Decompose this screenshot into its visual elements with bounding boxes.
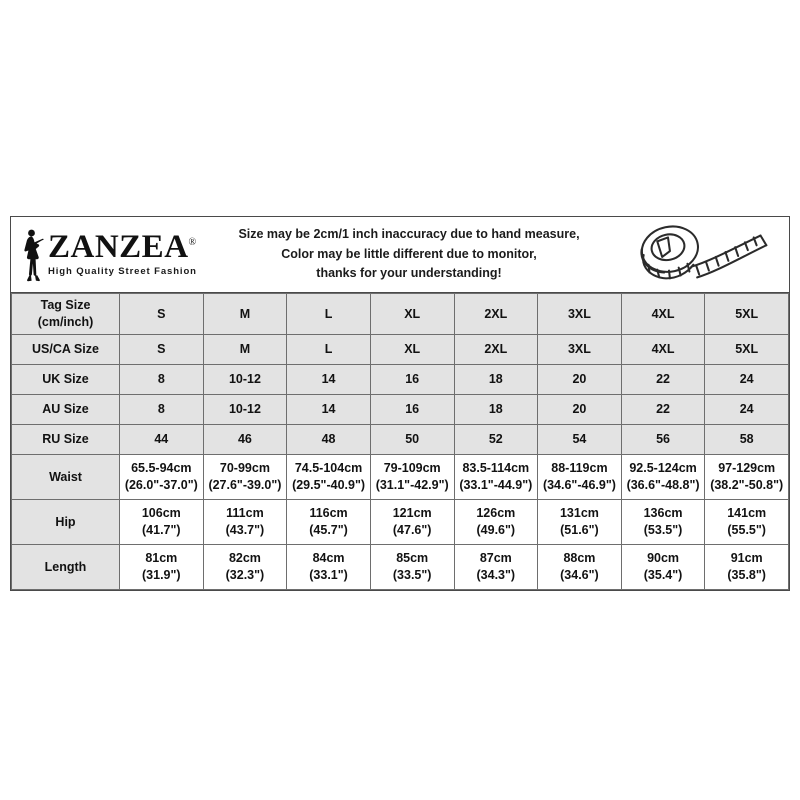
table-cell	[203, 455, 287, 500]
value-cm: 74.5-104cm	[294, 461, 363, 476]
value-cm: 90cm	[647, 551, 680, 566]
table-cell: 50	[370, 425, 454, 455]
table-cell: XL	[370, 294, 454, 335]
brand-wordmark	[48, 229, 197, 266]
table-cell: 20	[538, 365, 622, 395]
value-inch: (35.8")	[727, 568, 766, 582]
table-cell: 44	[120, 425, 204, 455]
table-cell	[287, 500, 371, 545]
row-label-hip: Hip	[12, 500, 120, 545]
value-cm: 82cm	[228, 551, 261, 566]
row-label-text: Tag Size	[40, 298, 91, 313]
table-cell: 22	[621, 365, 705, 395]
table-cell: L	[287, 335, 371, 365]
value-cm: 88-119cm	[551, 461, 608, 476]
row-label-ru-size: RU Size	[12, 425, 120, 455]
table-cell	[621, 545, 705, 590]
table-row	[12, 395, 789, 425]
value-cm: 121cm	[392, 506, 432, 521]
table-cell	[454, 500, 538, 545]
value-cm: 106cm	[141, 506, 181, 521]
table-cell: 14	[287, 365, 371, 395]
table-cell	[621, 500, 705, 545]
table-cell: 18	[454, 365, 538, 395]
value-inch: (26.0"-37.0")	[124, 478, 198, 492]
size-chart	[10, 216, 790, 591]
value-inch: (27.6"-39.0")	[208, 478, 282, 492]
table-cell: 4XL	[621, 294, 705, 335]
table-cell: S	[120, 294, 204, 335]
table-cell: 56	[621, 425, 705, 455]
value-inch: (41.7")	[142, 523, 181, 537]
row-label-subtext: (cm/inch)	[37, 315, 94, 329]
table-cell: 22	[621, 395, 705, 425]
table-cell: M	[203, 294, 287, 335]
table-cell	[538, 455, 622, 500]
value-cm: 116cm	[309, 506, 348, 521]
table-row	[12, 425, 789, 455]
row-label-waist: Waist	[12, 455, 120, 500]
value-inch: (31.9")	[142, 568, 181, 582]
table-cell: L	[287, 294, 371, 335]
table-cell: 58	[705, 425, 789, 455]
table-cell	[621, 455, 705, 500]
table-cell: S	[120, 335, 204, 365]
table-cell: 16	[370, 395, 454, 425]
value-cm: 97-129cm	[718, 461, 776, 476]
table-cell	[203, 545, 287, 590]
table-cell: 3XL	[538, 294, 622, 335]
table-body	[12, 294, 789, 590]
brand-name: ZANZEA	[48, 229, 189, 266]
brand-tagline: High Quality Street Fashion	[48, 265, 197, 277]
value-inch: (33.5")	[392, 568, 432, 582]
table-cell	[538, 500, 622, 545]
table-cell	[120, 455, 204, 500]
table-cell	[705, 545, 789, 590]
table-cell	[454, 455, 538, 500]
value-cm: 83.5-114cm	[462, 461, 530, 476]
value-cm: 141cm	[727, 506, 767, 521]
notice-line-3: thanks for your understanding!	[316, 266, 502, 281]
table-cell: 2XL	[454, 294, 538, 335]
value-inch: (49.6")	[476, 523, 516, 537]
table-cell: 24	[705, 365, 789, 395]
table-cell	[287, 545, 371, 590]
row-label-uk-size: UK Size	[12, 365, 120, 395]
disclaimer-notice	[197, 225, 621, 283]
value-inch: (34.6"-46.9")	[542, 478, 616, 492]
table-cell: 2XL	[454, 335, 538, 365]
table-cell: 4XL	[621, 335, 705, 365]
value-inch: (36.6"-48.8")	[626, 478, 700, 492]
table-cell	[120, 545, 204, 590]
table-cell	[370, 455, 454, 500]
table-cell: 54	[538, 425, 622, 455]
value-cm: 79-109cm	[383, 461, 441, 476]
value-inch: (31.1"-42.9")	[375, 478, 449, 492]
table-cell	[538, 545, 622, 590]
value-inch: (55.5")	[727, 523, 766, 537]
value-inch: (33.1")	[309, 568, 348, 582]
table-cell	[370, 545, 454, 590]
table-cell	[120, 500, 204, 545]
value-cm: 131cm	[559, 506, 599, 521]
table-cell	[454, 545, 538, 590]
value-cm: 111cm	[226, 506, 264, 521]
value-inch: (34.6")	[560, 568, 599, 582]
value-cm: 85cm	[396, 551, 429, 566]
table-cell: 14	[287, 395, 371, 425]
table-cell: 10-12	[203, 365, 287, 395]
table-cell: 48	[287, 425, 371, 455]
table-cell: 5XL	[705, 335, 789, 365]
table-cell	[370, 500, 454, 545]
value-cm: 88cm	[563, 551, 596, 566]
value-inch: (47.6")	[392, 523, 432, 537]
registered-mark-icon: ®	[188, 237, 197, 249]
row-label-length: Length	[12, 545, 120, 590]
table-cell: 5XL	[705, 294, 789, 335]
value-inch: (43.7")	[225, 523, 265, 537]
value-cm: 92.5-124cm	[629, 461, 697, 476]
table-row	[12, 500, 789, 545]
table-cell: XL	[370, 335, 454, 365]
value-cm: 136cm	[643, 506, 683, 521]
table-cell	[203, 500, 287, 545]
value-inch: (53.5")	[643, 523, 683, 537]
value-cm: 87cm	[479, 551, 512, 566]
table-cell: 20	[538, 395, 622, 425]
value-inch: (32.3")	[225, 568, 265, 582]
woman-silhouette-icon	[17, 227, 47, 283]
value-inch: (29.5"-40.9")	[292, 478, 366, 492]
value-cm: 84cm	[312, 551, 345, 566]
table-row	[12, 365, 789, 395]
row-label-au-size: AU Size	[12, 395, 120, 425]
value-cm: 65.5-94cm	[131, 461, 192, 476]
notice-line-1: Size may be 2cm/1 inch inaccuracy due to hand measure,	[238, 227, 580, 242]
brand-logo	[11, 227, 197, 283]
measurements-table	[11, 293, 789, 590]
value-inch: (35.4")	[643, 568, 683, 582]
value-cm: 70-99cm	[219, 461, 270, 476]
value-inch: (45.7")	[309, 523, 348, 537]
table-cell	[287, 455, 371, 500]
chart-header	[11, 217, 789, 293]
table-cell	[705, 500, 789, 545]
table-cell	[705, 455, 789, 500]
table-cell: 8	[120, 395, 204, 425]
table-row	[12, 294, 789, 335]
row-label-us-ca-size: US/CA Size	[12, 335, 120, 365]
table-cell: 8	[120, 365, 204, 395]
value-cm: 126cm	[476, 506, 516, 521]
notice-line-2: Color may be little different due to monitor,	[281, 246, 537, 261]
table-row	[12, 545, 789, 590]
table-cell: 16	[370, 365, 454, 395]
value-cm: 81cm	[145, 551, 178, 566]
table-row	[12, 335, 789, 365]
value-inch: (34.3")	[476, 568, 516, 582]
table-cell: M	[203, 335, 287, 365]
table-row	[12, 455, 789, 500]
row-label-tag-size	[12, 294, 120, 335]
table-cell: 46	[203, 425, 287, 455]
table-cell: 10-12	[203, 395, 287, 425]
table-cell: 18	[454, 395, 538, 425]
table-cell: 3XL	[538, 335, 622, 365]
value-inch: (51.6")	[560, 523, 599, 537]
value-inch: (38.2"-50.8")	[710, 478, 784, 492]
table-cell: 24	[705, 395, 789, 425]
value-cm: 91cm	[730, 551, 763, 566]
table-cell: 52	[454, 425, 538, 455]
measuring-tape-icon	[621, 218, 789, 292]
value-inch: (33.1"-44.9")	[459, 478, 533, 492]
